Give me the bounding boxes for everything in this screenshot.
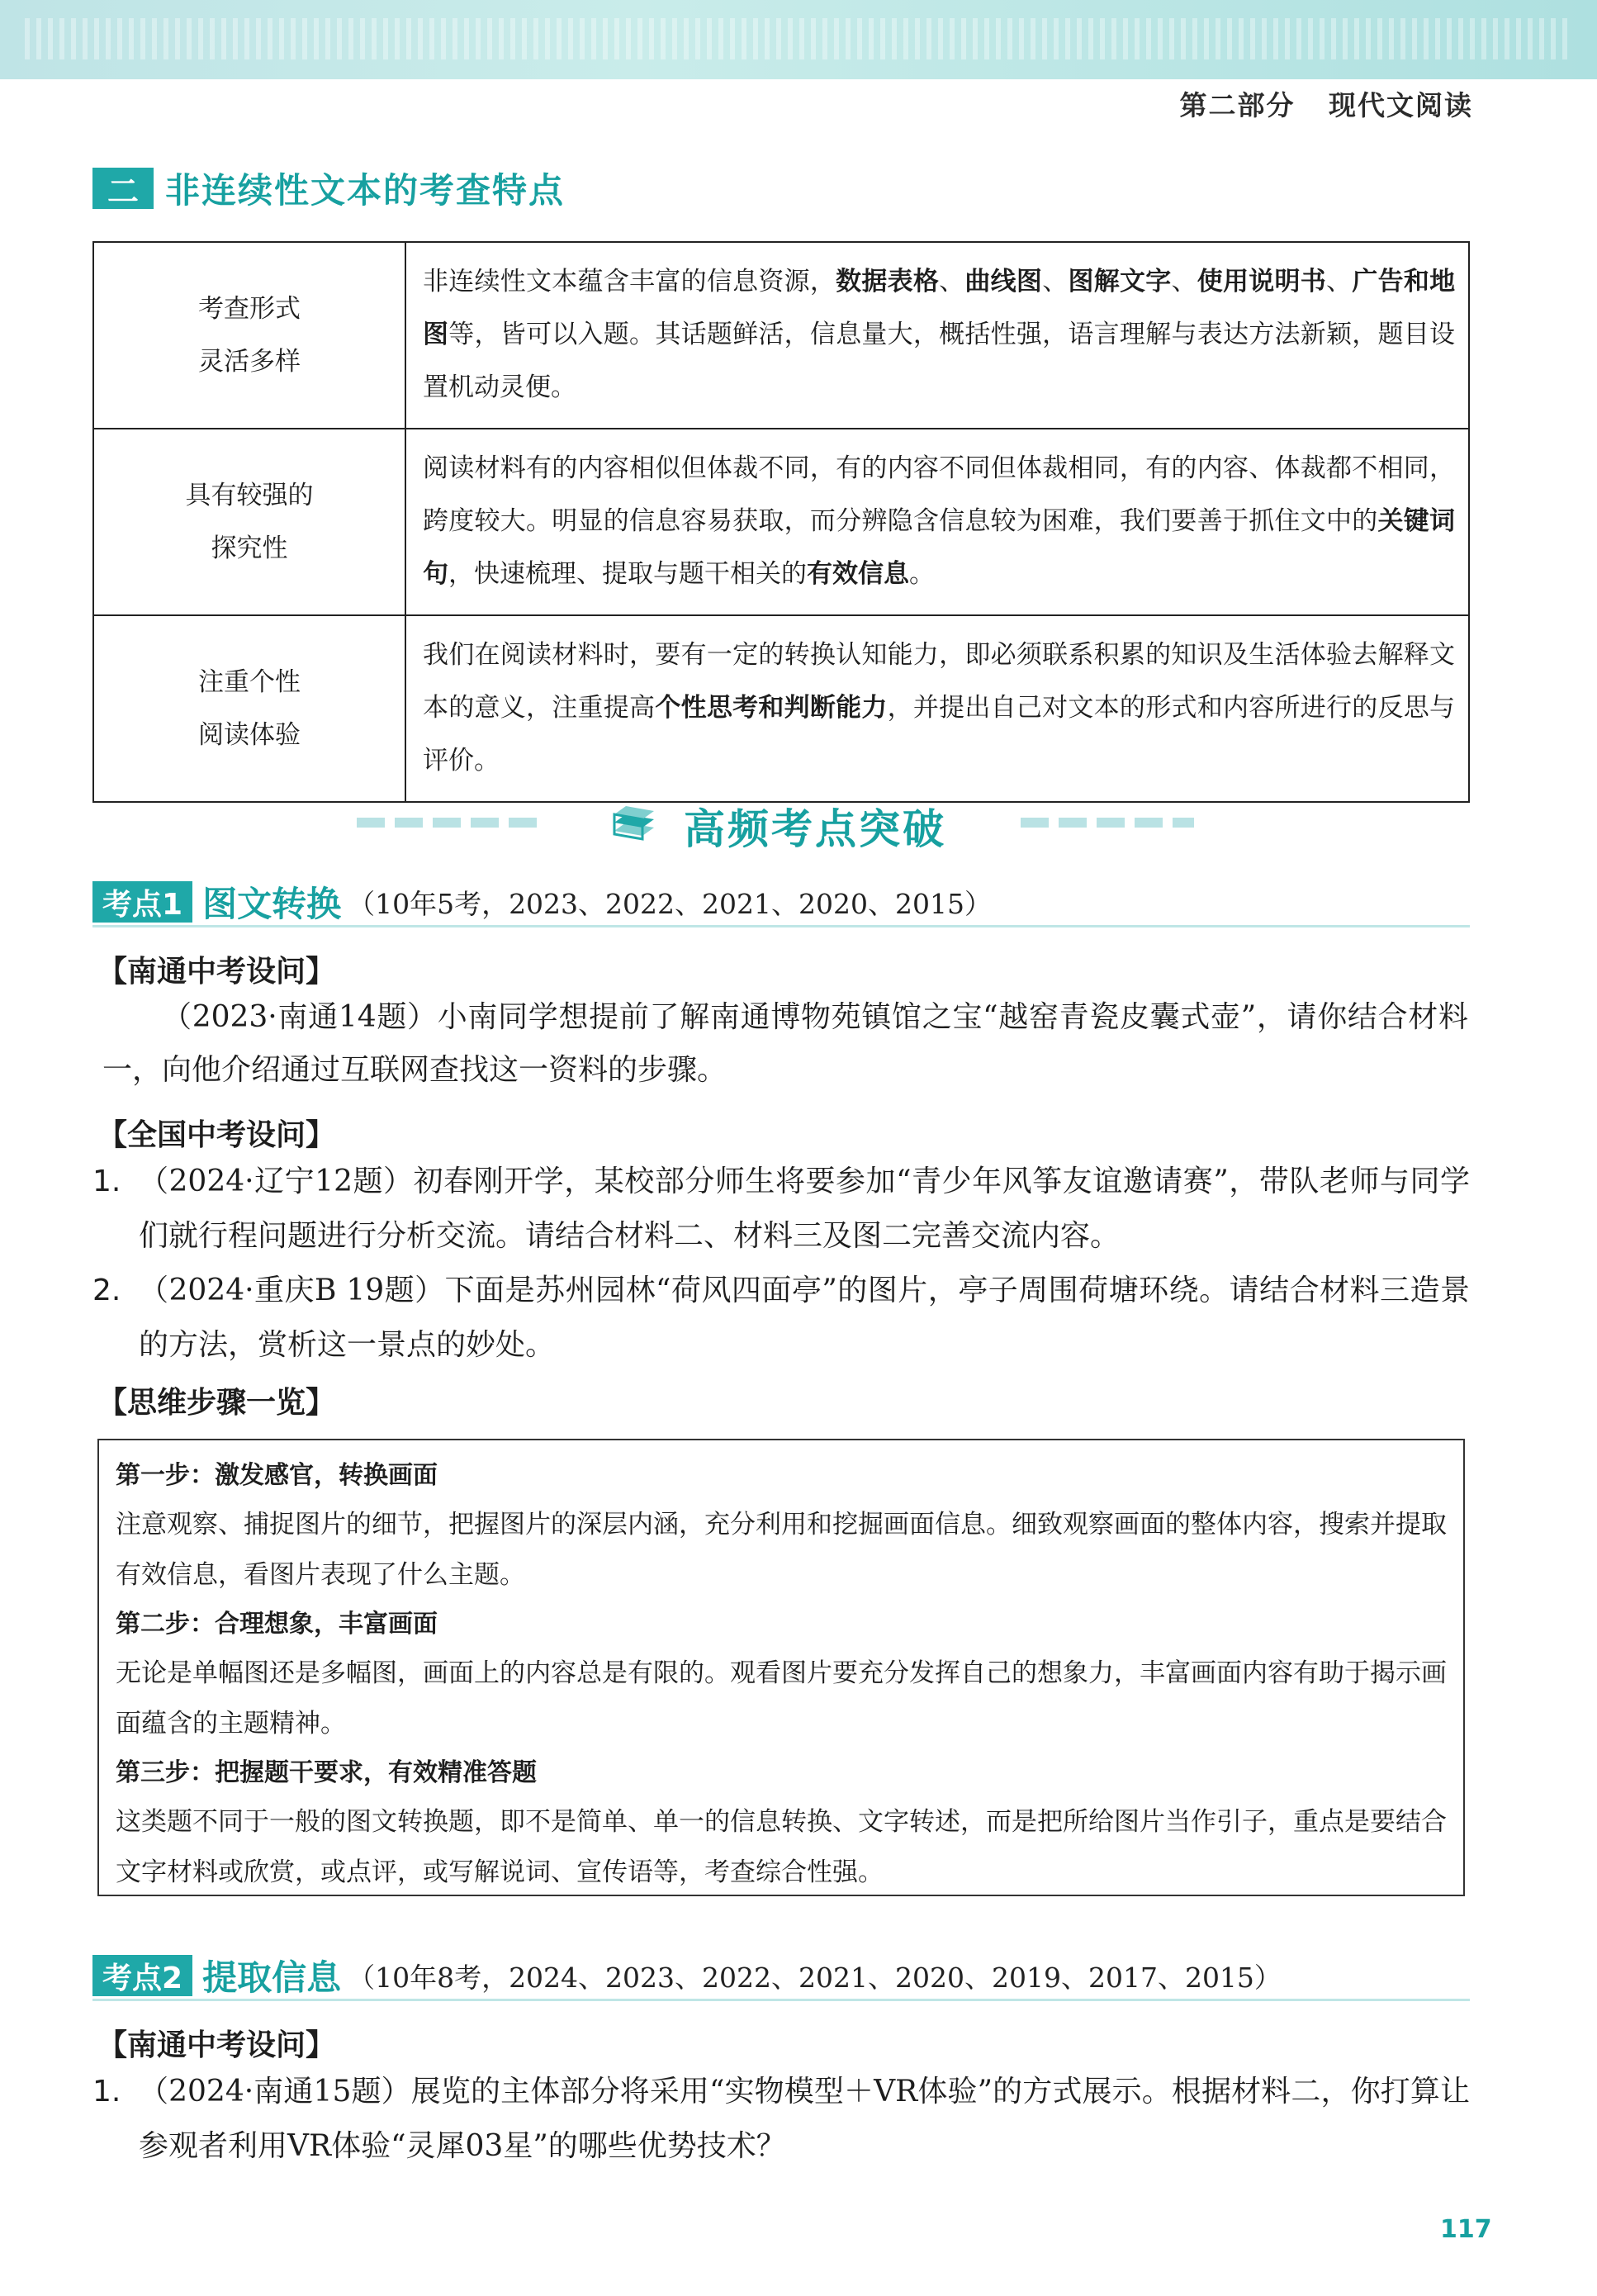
step-heading: 第三步：把握题干要求，有效精准答题: [116, 1758, 537, 1787]
step-text: 这类题不同于一般的图文转换题，即不是简单、单一的信息转换、文字转述，而是把所给图片当作引子，重点是要结合文字材料或欣赏，或点评，或写解说词、宣传语等，考查综合性强。: [116, 1807, 1447, 1887]
step-heading: 第一步：激发感官，转换画面: [116, 1461, 438, 1490]
books-icon: [609, 798, 657, 846]
emphasis-text: 图解文字: [1068, 267, 1172, 296]
body-text: 、: [1326, 267, 1353, 296]
page-number: 117: [1440, 2215, 1492, 2244]
question-text: （2024·重庆B 19题）下面是苏州园林“荷风四面亭”的图片，亭子周围荷塘环绕。请结合材料三造景的方法，赏析这一景点的妙处。: [139, 1274, 1470, 1362]
emphasis-text: 数据表格: [836, 267, 940, 296]
body-text: 、: [939, 267, 965, 296]
steps-subheading: 【思维步骤一览】: [97, 1386, 336, 1420]
emphasis-text: 有效信息: [807, 559, 909, 589]
high-frequency-banner: [0, 793, 1597, 851]
row-key: 注重个性 阅读体验: [93, 615, 405, 802]
row-key: 具有较强的 探究性: [93, 429, 405, 615]
row-value: [405, 615, 1469, 802]
thinking-steps-box: [97, 1439, 1465, 1896]
question-number: 1.: [92, 1165, 121, 1198]
kaodian-name: 图文转换: [202, 884, 342, 924]
body-text: 。: [909, 559, 935, 589]
national-subheading: 【全国中考设问】: [97, 1118, 336, 1152]
kaodian-2-heading: [92, 1952, 1282, 1999]
kaodian-underline: [92, 1999, 1470, 2001]
kaodian-meta: （10年5考，2023、2022、2021、2020、2015）: [348, 887, 992, 920]
body-text: 、: [1171, 267, 1197, 296]
nantong-subheading: 【南通中考设问】: [97, 2028, 336, 2062]
row-value: [405, 242, 1469, 429]
banner-dashes-left: [357, 818, 538, 828]
page-header: [1180, 84, 1473, 123]
question-number: 1.: [92, 2075, 121, 2109]
step-heading: 第二步：合理想象，丰富画面: [116, 1610, 438, 1639]
kaodian-underline: [92, 925, 1470, 927]
header-part: 第二部分: [1179, 89, 1296, 121]
nantong-question: （2023·南通14题）小南同学想提前了解南通博物苑镇馆之宝“越窑青瓷皮囊式壶”，请你结合材料一，向他介绍通过互联网查找这一资料的步骤。: [102, 1000, 1468, 1087]
banner-dashes-right: [1021, 818, 1194, 828]
kaodian-tag: 考点2: [92, 1955, 192, 1996]
emphasis-text: 关键词句: [423, 506, 1455, 589]
kaodian-1-heading: [92, 879, 992, 925]
question-text: （2024·南通15题）展览的主体部分将采用“实物模型＋VR体验”的方式展示。根据材料二，你打算让参观者利用VR体验“灵犀03星”的哪些优势技术？: [139, 2075, 1470, 2163]
kaodian-meta: （10年8考，2024、2023、2022、2021、2020、2019、2017、2015）: [348, 1961, 1282, 1994]
nantong-subheading: 【南通中考设问】: [97, 955, 336, 989]
kaodian-name: 提取信息: [202, 1957, 342, 1998]
step-text: 无论是单幅图还是多幅图，画面上的内容总是有限的。观看图片要充分发挥自己的想象力，丰富画面内容有助于揭示画面蕴含的主题精神。: [116, 1658, 1447, 1739]
table-row: [93, 615, 1469, 802]
section-heading: [92, 165, 565, 211]
body-text: 、: [1042, 267, 1069, 296]
emphasis-text: 广告和地图: [423, 267, 1456, 349]
row-key: 考查形式 灵活多样: [93, 242, 405, 429]
body-text: 等，皆可以入题。其话题鲜活，信息量大，概括性强，语言理解与表达方法新颖，题目设置机动灵便。: [423, 320, 1456, 402]
step-text: 注意观察、捕捉图片的细节，把握图片的深层内涵，充分利用和挖掘画面信息。细致观察画面的整体内容，搜索并提取有效信息，看图片表现了什么主题。: [116, 1510, 1447, 1590]
kaodian-tag: 考点1: [92, 881, 192, 923]
row-value: [405, 429, 1469, 615]
body-text: 阅读材料有的内容相似但体裁不同，有的内容不同但体裁相同，有的内容、体裁都不相同，跨度较大。明显的信息容易获取，而分辨隐含信息较为困难，我们要善于抓住文中的: [423, 453, 1455, 536]
emphasis-text: 使用说明书: [1197, 267, 1327, 296]
question-number: 2.: [92, 1274, 121, 1307]
question-text: （2024·辽宁12题）初春刚开学，某校部分师生将要参加“青少年风筝友谊邀请赛”，带队老师与同学们就行程问题进行分析交流。请结合材料二、材料三及图二完善交流内容。: [139, 1165, 1470, 1253]
question-item: [92, 2065, 1470, 2174]
top-decorative-band: [0, 0, 1597, 79]
banner-title: 高频考点突破: [684, 805, 946, 853]
body-text: ，并提出自己对文本的形式和内容所进行的反思与评价。: [423, 693, 1456, 776]
emphasis-text: 个性思考和判断能力: [655, 693, 888, 723]
body-text: ，快速梳理、提取与题干相关的: [448, 559, 807, 589]
header-title: 现代文阅读: [1329, 89, 1473, 121]
section-title: 非连续性文本的考查特点: [165, 170, 566, 211]
section-number: 二: [92, 168, 154, 209]
body-text: 我们在阅读材料时，要有一定的转换认知能力，即必须联系积累的知识及生活体验去解释文本的意义，注重提高: [423, 640, 1455, 723]
body-text: 非连续性文本蕴含丰富的信息资源，: [423, 267, 836, 296]
emphasis-text: 曲线图: [964, 267, 1043, 296]
question-item: [92, 1264, 1470, 1373]
features-table: [92, 241, 1470, 803]
table-row: [93, 242, 1469, 429]
table-row: [93, 429, 1469, 615]
question-item: [92, 1155, 1470, 1264]
